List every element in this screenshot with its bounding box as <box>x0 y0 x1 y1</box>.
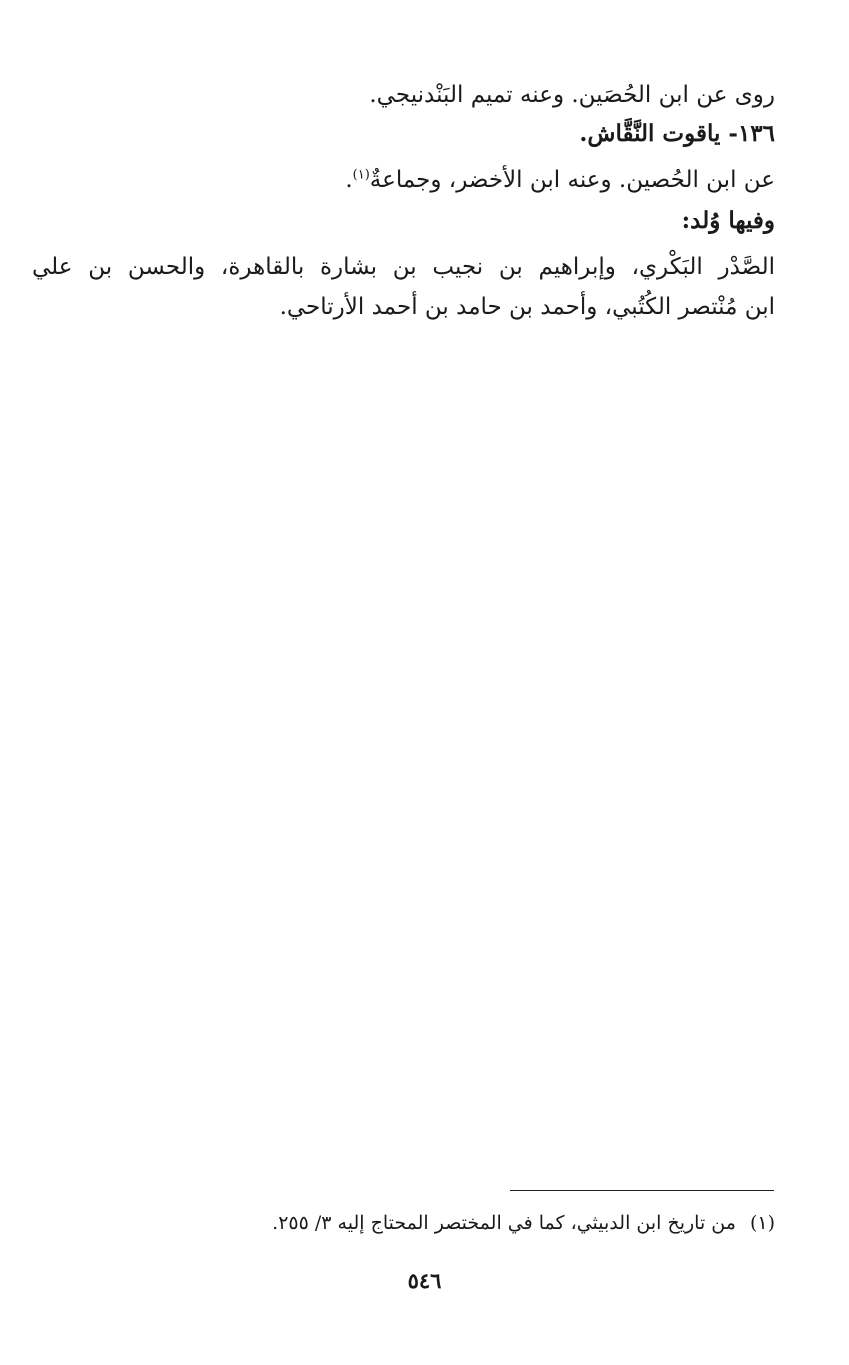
text-line-3-end: . <box>345 167 353 193</box>
section-heading-born: وفيها وُلد: <box>681 207 775 234</box>
page-number: ٥٤٦ <box>407 1268 442 1293</box>
footnote-reference: (١) <box>352 167 370 183</box>
footnote-1 <box>272 1208 775 1238</box>
footnote-text: من تاريخ ابن الدبيثي، كما في المختصر المحتاج إليه ٣/ ٢٥٥. <box>272 1212 736 1234</box>
entry-heading-136: ١٣٦- ياقوت النَّقَّاش. <box>579 120 775 147</box>
footnote-separator <box>510 1190 774 1191</box>
text-line-1: روى عن ابن الحُصَين. وعنه تميم البَنْدنيجي. <box>369 82 775 108</box>
paragraph-line-1: الصَّدْر البَكْري، وإبراهيم بن نجيب بن بشارة بالقاهرة، والحسن بن علي <box>32 254 775 280</box>
text-line-3 <box>345 163 775 197</box>
text-line-3-main: عن ابن الحُصين. وعنه ابن الأخضر، وجماعةٌ <box>369 167 775 193</box>
paragraph-line-2: ابن مُنْتصر الكُتُبي، وأحمد بن حامد بن أحمد الأرتاحي. <box>279 294 775 320</box>
footnote-number: (١) <box>749 1212 775 1234</box>
